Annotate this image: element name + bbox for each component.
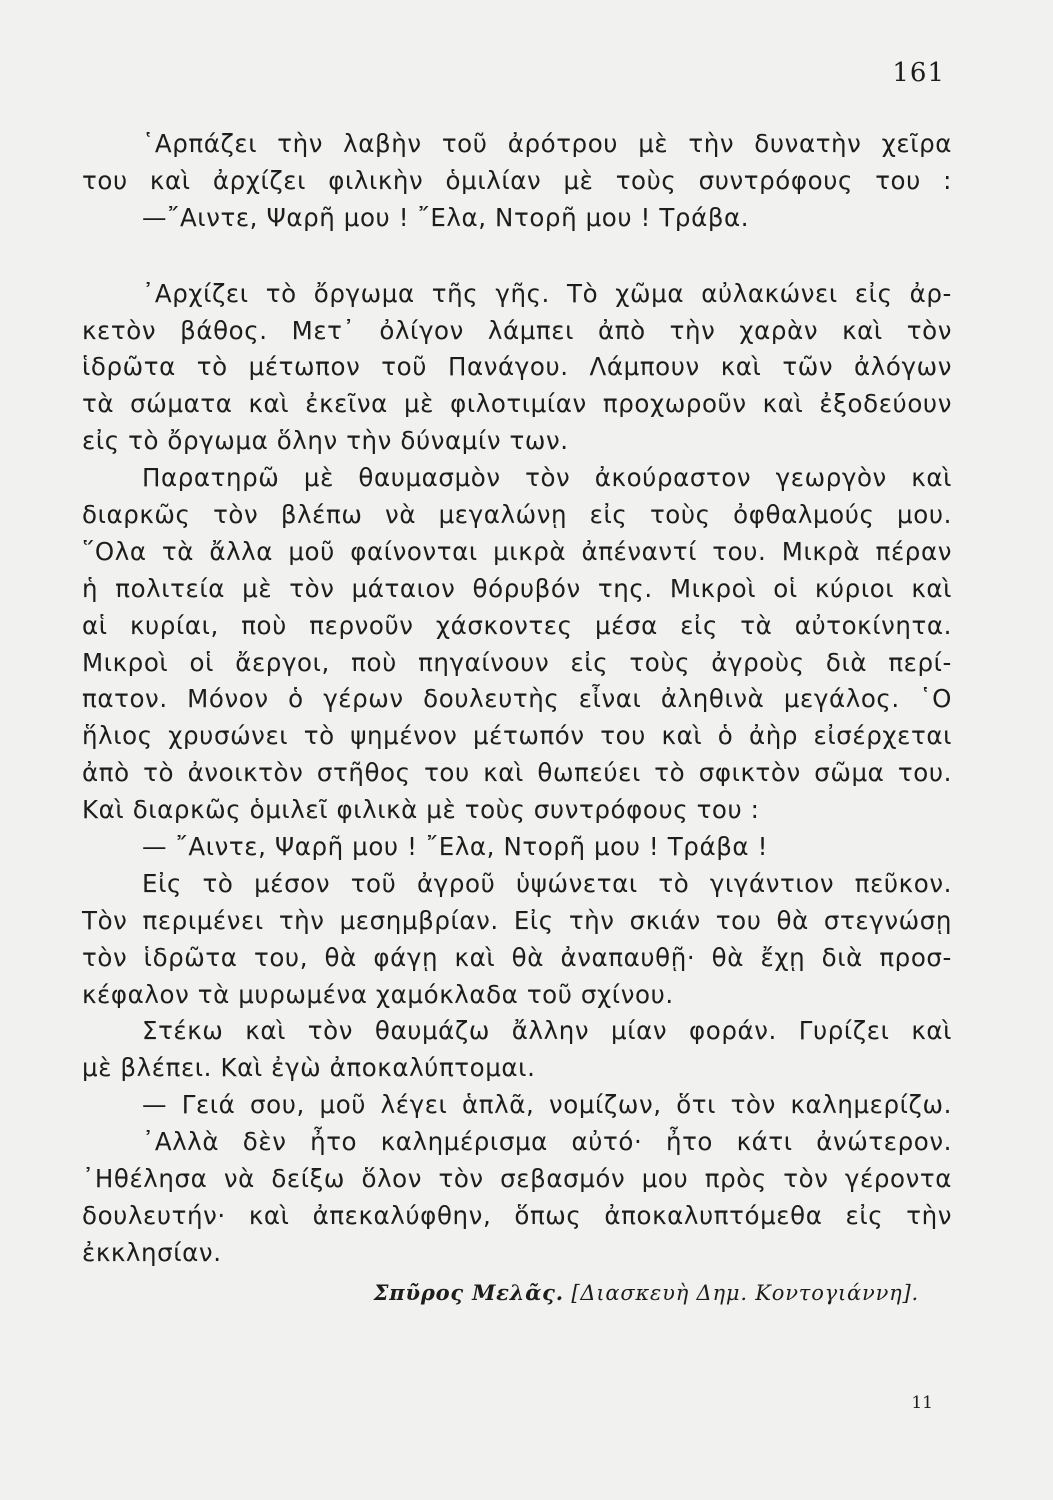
text-line: ᾿Αλλὰ δὲν ἦτο καλημέρισμα αὐτό· ἦτο κάτι ἀνώτερον. — [142, 1127, 952, 1157]
text-line: πατον. Μόνον ὁ γέρων δουλευτὴς εἶναι ἀληθινὰ μεγάλος. ῾Ο — [82, 684, 952, 714]
sheet-number: 11 — [911, 1393, 933, 1413]
body-text — [82, 126, 952, 1272]
text-line: εἰς τὸ ὄργωμα ὅλην τὴν δύναμίν των. — [82, 426, 569, 456]
text-line: Εἰς τὸ μέσον τοῦ ἀγροῦ ὑψώνεται τὸ γιγάντιον πεῦκον. — [142, 868, 952, 898]
text-line: ῾Αρπάζει τὴν λαβὴν τοῦ ἀρότρου μὲ τὴν δυνατὴν χεῖρα — [142, 129, 952, 158]
text-line: τὸν ἱδρῶτα του, θὰ φάγῃ καὶ θὰ ἀναπαυθῇ· θὰ ἔχῃ διὰ προσ- — [82, 942, 952, 972]
text-line: ἐκκλησίαν. — [82, 1237, 222, 1267]
text-line: Καὶ διαρκῶς ὁμιλεῖ φιλικὰ μὲ τοὺς συντρόφους του : — [82, 795, 760, 825]
text-line: τὰ σώματα καὶ ἐκεῖνα μὲ φιλοτιμίαν προχωροῦν καὶ ἐξοδεύουν — [82, 389, 952, 419]
signature-author: Σπῦρος Μελᾶς. — [373, 1280, 564, 1305]
signature-adaptation: [Διασκευὴ Δημ. Κοντογιάννη]. — [571, 1281, 919, 1305]
text-line: — ῎Αιντε, Ψαρῆ μου ! ῎Ελα, Ντορῆ μου ! Τράβα ! — [142, 832, 768, 862]
text-line: ἡ πολιτεία μὲ τὸν μάταιον θόρυβόν της. Μικροὶ οἱ κύριοι καὶ — [82, 573, 952, 603]
page-number: 161 — [892, 58, 945, 88]
text-line: Παρατηρῶ μὲ θαυμασμὸν τὸν ἀκούραστον γεωργὸν καὶ — [142, 463, 952, 493]
text-line: μὲ βλέπει. Καὶ ἐγὼ ἀποκαλύπτομαι. — [82, 1053, 536, 1083]
signature — [374, 1280, 919, 1305]
text-line: διαρκῶς τὸν βλέπω νὰ μεγαλώνῃ εἰς τοὺς ὀφθαλμούς μου. — [82, 500, 952, 530]
text-line: ἀπὸ τὸ ἀνοικτὸν στῆθος του καὶ θωπεύει τὸ σφικτὸν σῶμα του. — [82, 758, 952, 788]
text-line: κέφαλον τὰ μυρωμένα χαμόκλαδα τοῦ σχίνου. — [82, 979, 674, 1009]
text-line: αἱ κυρίαι, ποὺ περνοῦν χάσκοντες μέσα εἰς τὰ αὐτοκίνητα. — [82, 610, 952, 640]
text-line: Στέκω καὶ τὸν θαυμάζω ἄλλην μίαν φοράν. Γυρίζει καὶ — [142, 1016, 952, 1046]
text-line: ἱδρῶτα τὸ μέτωπον τοῦ Πανάγου. Λάμπουν καὶ τῶν ἀλόγων — [82, 352, 952, 382]
text-line: δουλευτήν· καὶ ἀπεκαλύφθην, ὅπως ἀποκαλυπτόμεθα εἰς τὴν — [82, 1200, 952, 1230]
text-line: ἥλιος χρυσώνει τὸ ψημένον μέτωπόν του καὶ ὁ ἀὴρ εἰσέρχεται — [82, 721, 952, 751]
text-line: Τὸν περιμένει τὴν μεσημβρίαν. Εἰς τὴν σκιάν του θὰ στεγνώσῃ — [82, 905, 952, 935]
text-line: ῞Ολα τὰ ἄλλα μοῦ φαίνονται μικρὰ ἀπέναντί του. Μικρὰ πέραν — [82, 536, 952, 566]
text-line: —῎Αιντε, Ψαρῆ μου ! ῎Ελα, Ντορῆ μου ! Τράβα. — [142, 202, 750, 232]
text-line: — Γειά σου, μοῦ λέγει ἁπλᾶ, νομίζων, ὅτι τὸν καλημερίζω. — [142, 1090, 952, 1120]
text-line: ᾿Αρχίζει τὸ ὄργωμα τῆς γῆς. Τὸ χῶμα αὐλακώνει εἰς ἀρ- — [142, 278, 952, 308]
text-line: του καὶ ἀρχίζει φιλικὴν ὁμιλίαν μὲ τοὺς συντρόφους του : — [82, 165, 952, 195]
text-line: κετὸν βάθος. Μετ᾿ ὀλίγον λάμπει ἀπὸ τὴν χαρὰν καὶ τὸν — [82, 315, 952, 345]
text-line: Μικροὶ οἱ ἄεργοι, ποὺ πηγαίνουν εἰς τοὺς ἀγροὺς διὰ περί- — [82, 647, 952, 677]
text-line: ᾿Ηθέλησα νὰ δείξω ὅλον τὸν σεβασμόν μου πρὸς τὸν γέροντα — [82, 1164, 952, 1194]
